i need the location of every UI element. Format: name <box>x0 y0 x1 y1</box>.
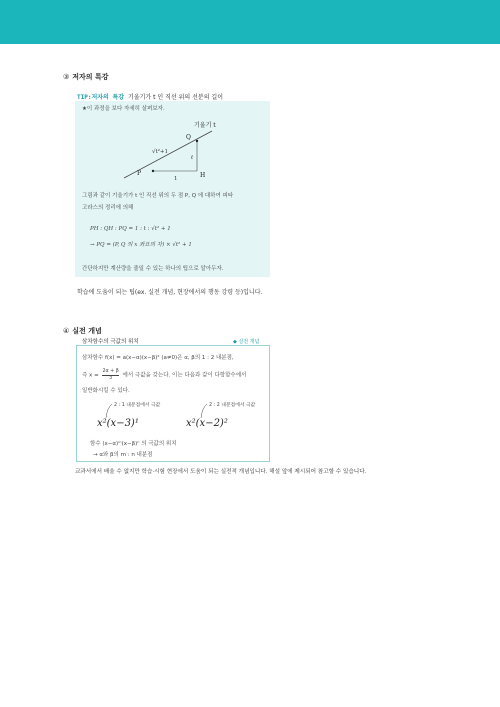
concept-line-1: 삼차함수 f(x) = a(x−α)(x−β)² (a≠0)은 α, β의 1 : 2 내분점, <box>82 355 234 361</box>
fraction <box>102 369 118 381</box>
tip-intro: ★이 과정을 보다 자세히 살펴보자. <box>82 106 165 112</box>
tip-note: 간단하지만 계산량을 줄일 수 있는 하나의 팁으로 알아두자. <box>82 266 224 272</box>
h-label: H <box>200 172 206 179</box>
fraction-numerator: 2α + β <box>102 369 119 374</box>
header-band <box>0 0 500 44</box>
formula-length: → PQ = (P, Q 의 x 좌표의 차) × √t² + 1 <box>90 242 192 248</box>
concept-line-5: → α와 β의 m : n 내분점 <box>93 452 153 458</box>
base-label: 1 <box>174 176 178 182</box>
tip-tag: TIP:저자의 특강 <box>77 94 125 101</box>
section-number: ④ <box>63 327 70 335</box>
expression-2: x²(x−2)² <box>186 418 228 429</box>
expression-1: x²(x−3)¹ <box>97 418 139 429</box>
concept-line-4: 함수 (x−α)ᵐ(x−β)ⁿ 의 극값의 위치 <box>90 441 177 447</box>
slope-label: 기울기 t <box>194 122 216 129</box>
annotation-2-2: 2 : 2 내분점에서 극값 <box>209 403 256 408</box>
annotation-2-1: 2 : 1 내분점에서 극값 <box>114 403 161 408</box>
fraction-denominator: 3 <box>109 375 113 381</box>
tip-title-text: 기울기가 t 인 직선 위의 선분의 길이 <box>128 94 223 101</box>
section1-footer: 학습에 도움이 되는 팁(ex. 실전 개념, 현장에서의 행동 강령 등)입니다. <box>77 289 263 296</box>
concept-tag: ◆ 실전 개념 <box>233 339 260 345</box>
concept-line-2a: 즉 x = <box>82 372 99 379</box>
explain-line-1: 그림과 같이 기울기가 t 인 직선 위의 두 점 P, Q 에 대하여 피타 <box>82 193 234 199</box>
section-title: 실전 개념 <box>72 327 102 335</box>
section-heading-lecture <box>63 72 109 82</box>
formula-ratio: PH : QH : PQ = 1 : t : √t² + 1 <box>90 226 171 232</box>
concept-line-2b: 에서 극값을 갖는다. 이는 다음과 같이 다항함수에서 <box>122 372 247 379</box>
section-title: 저자의 특강 <box>72 73 109 81</box>
section-number: ③ <box>63 73 70 81</box>
section2-footer: 교과서에서 배울 수 없지만 학습·시험 현장에서 도움이 되는 실전적 개념입니다. 해설 앞에 제시되어 참고할 수 있습니다. <box>75 469 367 475</box>
slope-diagram <box>120 115 260 185</box>
explain-line-2: 고라스의 정리에 의해 <box>82 205 134 211</box>
concept-title: 삼차함수의 극값의 위치 <box>82 339 139 345</box>
concept-line-3: 일반화시킬 수 있다. <box>82 388 130 394</box>
p-label: P <box>137 170 142 177</box>
vert-label: t <box>191 155 194 161</box>
hyp-label: √t²+1 <box>152 149 169 155</box>
section-heading-concept <box>63 326 102 336</box>
concept-line-2 <box>82 369 246 381</box>
q-label: Q <box>186 134 191 141</box>
tip-title <box>77 92 223 101</box>
